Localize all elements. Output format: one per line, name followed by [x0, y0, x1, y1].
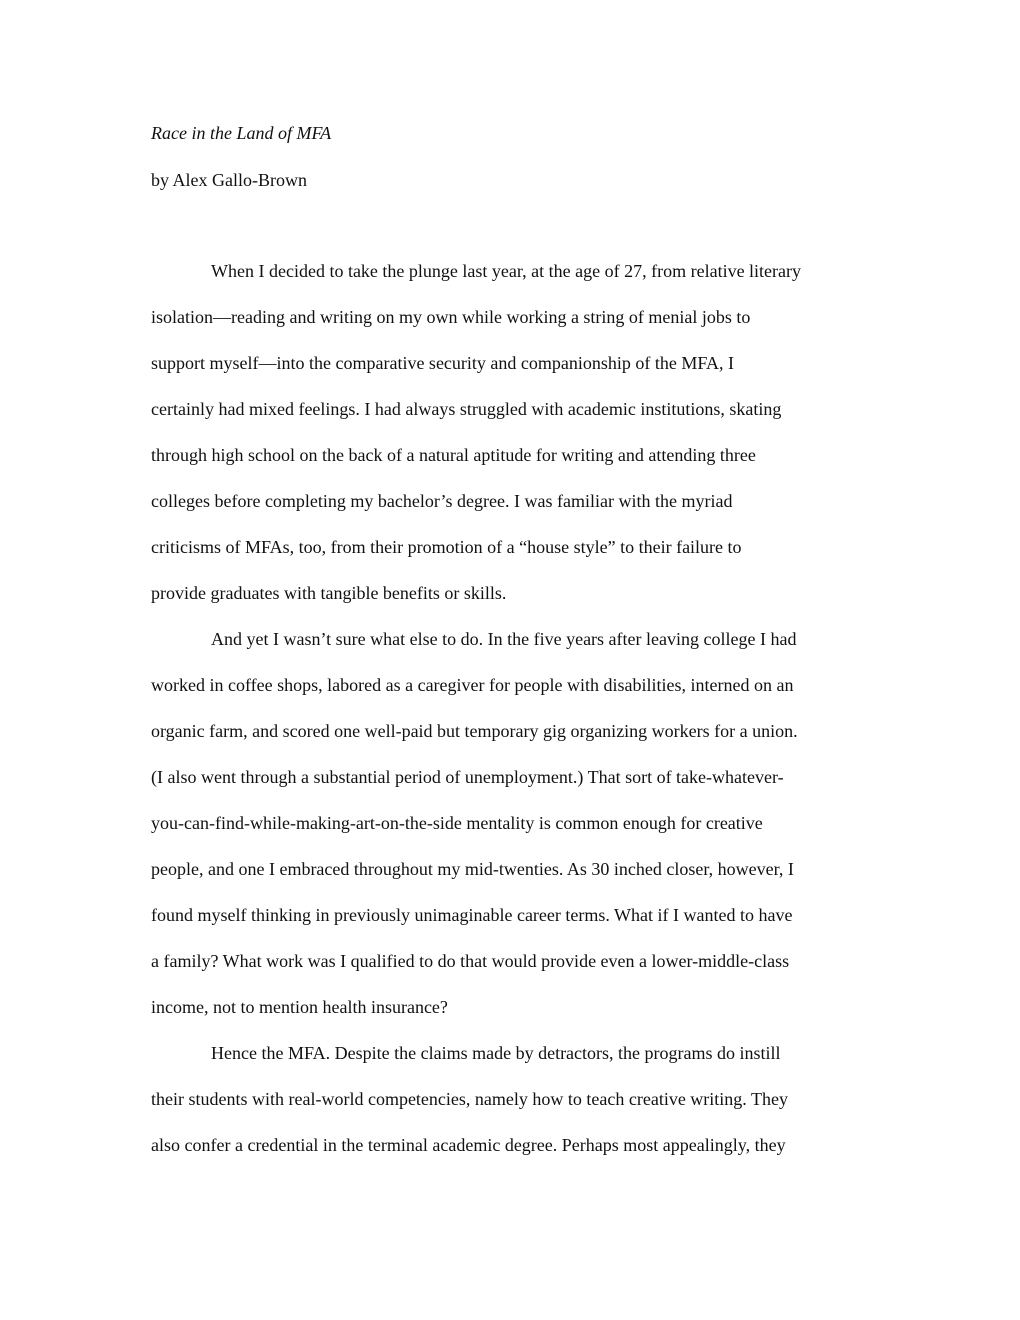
body-line: certainly had mixed feelings. I had always struggled with academic institutions, skating [151, 399, 782, 419]
author-byline: by Alex Gallo-Brown [151, 170, 307, 190]
body-line: you-can-find-while-making-art-on-the-side mentality is common enough for creative [151, 813, 763, 833]
body-line: through high school on the back of a natural aptitude for writing and attending three [151, 445, 756, 465]
body-line: provide graduates with tangible benefits or skills. [151, 583, 507, 603]
body-line: found myself thinking in previously unimaginable career terms. What if I wanted to have [151, 905, 793, 925]
article-title: Race in the Land of MFA [151, 123, 332, 143]
body-line: criticisms of MFAs, too, from their promotion of a “house style” to their failure to [151, 537, 742, 557]
body-line: Hence the MFA. Despite the claims made by detractors, the programs do instill [211, 1043, 781, 1063]
body-line: And yet I wasn’t sure what else to do. In the five years after leaving college I had [211, 629, 797, 649]
body-line: support myself—into the comparative security and companionship of the MFA, I [151, 353, 735, 373]
body-line: a family? What work was I qualified to do that would provide even a lower-middle-class [151, 951, 790, 971]
body-line: (I also went through a substantial period of unemployment.) That sort of take-whatever- [151, 767, 784, 787]
body-line: When I decided to take the plunge last year, at the age of 27, from relative literary [211, 261, 802, 281]
body-line: organic farm, and scored one well-paid but temporary gig organizing workers for a union. [151, 721, 798, 741]
body-line: people, and one I embraced throughout my mid-twenties. As 30 inched closer, however, I [151, 859, 794, 879]
body-line: their students with real-world competencies, namely how to teach creative writing. They [151, 1089, 788, 1109]
body-line: worked in coffee shops, labored as a caregiver for people with disabilities, interned on an [151, 675, 794, 695]
body-line: colleges before completing my bachelor’s degree. I was familiar with the myriad [151, 491, 733, 511]
body-line: income, not to mention health insurance? [151, 997, 448, 1017]
body-line: isolation—reading and writing on my own while working a string of menial jobs to [151, 307, 751, 327]
body-line: also confer a credential in the terminal academic degree. Perhaps most appealingly, they [151, 1135, 786, 1155]
